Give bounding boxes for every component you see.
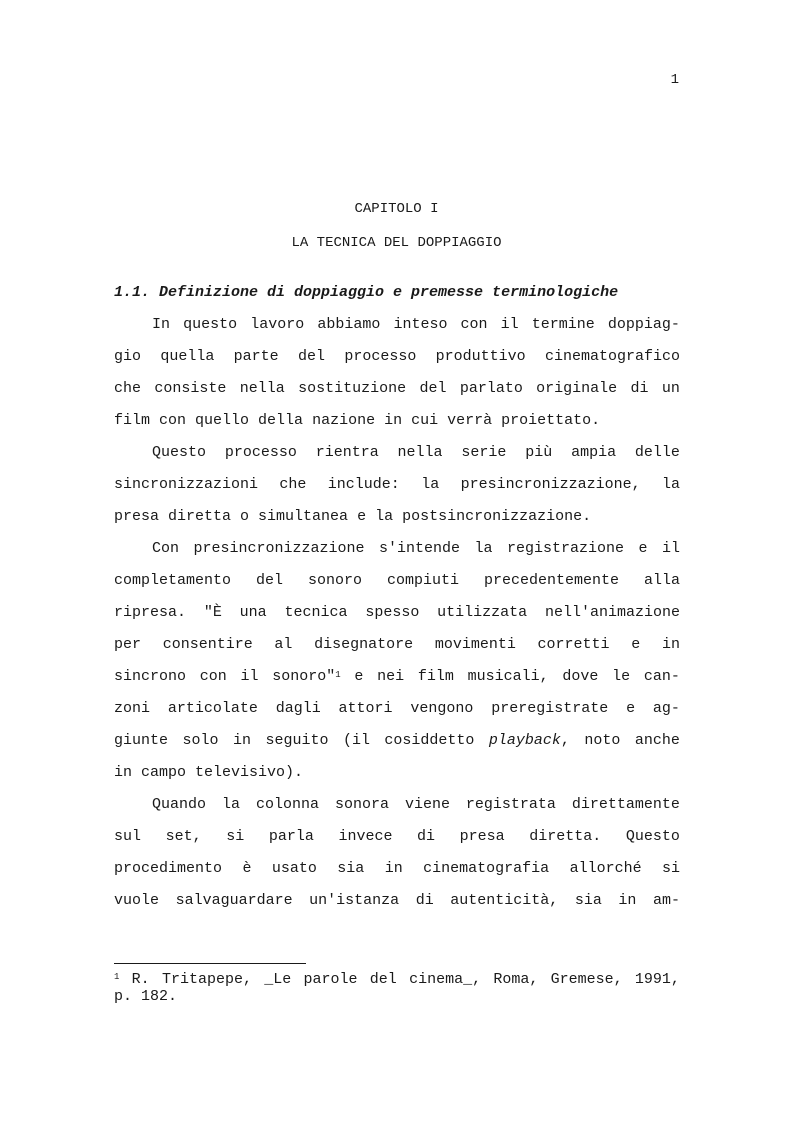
word: di [415, 892, 434, 909]
word: nell'animazione [544, 604, 680, 621]
word: originale [536, 380, 618, 397]
word: in [661, 636, 680, 653]
word: e [357, 508, 367, 525]
word: corretti [537, 636, 610, 653]
text-line [114, 604, 680, 622]
word: movimenti [434, 636, 516, 653]
word: alla [643, 572, 680, 589]
word: o [240, 508, 250, 525]
word: del [369, 971, 397, 988]
word: lavoro [250, 316, 305, 333]
word: can- [643, 668, 680, 685]
word: con [159, 412, 187, 429]
word: televisivo). [195, 764, 304, 781]
text-line [114, 412, 680, 430]
footnote-rule [114, 963, 306, 964]
text-line [152, 796, 680, 814]
word: campo [141, 764, 187, 781]
word: include: [327, 476, 400, 493]
footnote-line [114, 988, 680, 1005]
word: la [421, 476, 440, 493]
word: di [417, 828, 436, 845]
word: "È [203, 604, 222, 621]
word: delle [634, 444, 680, 461]
word: procedimento [114, 860, 223, 877]
word: spesso [365, 604, 420, 621]
word: film [114, 412, 151, 429]
chapter-title: LA TECNICA DEL DOPPIAGGIO [291, 235, 502, 251]
word: _Le [264, 971, 292, 988]
word: zoni [114, 700, 151, 717]
word: completamento [114, 572, 232, 589]
text-line [114, 380, 680, 398]
word: salvaguardare [175, 892, 293, 909]
word: R. [131, 971, 150, 988]
text-line [114, 828, 680, 846]
word: e [626, 700, 636, 717]
word: 1991, [634, 971, 680, 988]
word: viene [404, 796, 450, 813]
word: abbiamo [317, 316, 381, 333]
word: sonoro [307, 572, 362, 589]
word: am- [652, 892, 680, 909]
word: e [631, 636, 641, 653]
word: presincronizzazione [193, 540, 365, 557]
text-line [152, 316, 680, 334]
word: presa [459, 828, 505, 845]
word: Questo [625, 828, 680, 845]
word: cinematografia [423, 860, 550, 877]
word: nella [239, 380, 285, 397]
word: ampia [571, 444, 617, 461]
word: utilizzata [437, 604, 528, 621]
word: cosiddetto [384, 732, 475, 749]
text-line [114, 860, 680, 878]
text-line [114, 348, 680, 366]
word: la [474, 540, 493, 557]
word: con [199, 668, 227, 685]
text-line [114, 572, 680, 590]
word: vuole [114, 892, 160, 909]
word: che [279, 476, 307, 493]
word: s'intende [378, 540, 460, 557]
word: set, [165, 828, 202, 845]
word: una [239, 604, 267, 621]
word: un'istanza [309, 892, 400, 909]
word: nella [397, 444, 443, 461]
word: ag- [652, 700, 680, 717]
word: di [630, 380, 649, 397]
word: gio [114, 348, 142, 365]
word: anche [634, 732, 680, 749]
word: allorché [569, 860, 642, 877]
word: nei [377, 668, 405, 685]
word: al [274, 636, 293, 653]
text-line [114, 476, 680, 494]
word: consentire [162, 636, 253, 653]
word: consiste [154, 380, 227, 397]
word: processo [344, 348, 417, 365]
word: della [258, 412, 304, 429]
word: registrazione [506, 540, 624, 557]
word: In [152, 316, 171, 333]
word: questo [183, 316, 238, 333]
word: usato [271, 860, 317, 877]
word: rientra [315, 444, 379, 461]
text-line [114, 668, 680, 686]
text-line [152, 540, 680, 558]
word: tecnica [284, 604, 348, 621]
word: 182. [141, 988, 178, 1005]
section-heading: 1.1. Definizione di doppiaggio e premesse terminologiche [114, 284, 619, 301]
word: la [661, 476, 680, 493]
word: parlato [459, 380, 523, 397]
word: sonora [334, 796, 389, 813]
word: precedentemente [483, 572, 619, 589]
word: p. [114, 988, 133, 1005]
word: autenticità, [450, 892, 559, 909]
word: la [375, 508, 394, 525]
word: quello [195, 412, 250, 429]
word: sul [114, 828, 142, 845]
word: (il [342, 732, 370, 749]
word: Quando [152, 796, 207, 813]
text-line [152, 444, 680, 462]
word: in [384, 860, 403, 877]
word: la [221, 796, 240, 813]
word: diretta [168, 508, 232, 525]
word: attori [338, 700, 393, 717]
word: presa [114, 508, 160, 525]
word: il [240, 668, 259, 685]
word: parte [233, 348, 279, 365]
page-number: 1 [670, 72, 679, 88]
word: più [525, 444, 553, 461]
word: produttivo [435, 348, 526, 365]
word: musicali, [467, 668, 549, 685]
word: compiuti [386, 572, 459, 589]
text-line [114, 636, 680, 654]
word: film [417, 668, 454, 685]
word: sincrono [114, 668, 187, 685]
word: diretta. [529, 828, 602, 845]
word: playback, [488, 732, 570, 749]
word: sostituzione [298, 380, 407, 397]
word: in [114, 764, 133, 781]
word: giunte [114, 732, 169, 749]
word: parla [268, 828, 314, 845]
word: che [114, 380, 142, 397]
chapter-label: CAPITOLO I [354, 201, 439, 217]
word: dove [562, 668, 599, 685]
word: preregistrate [491, 700, 609, 717]
word: Con [152, 540, 180, 557]
word: quella [160, 348, 215, 365]
word: del [256, 572, 284, 589]
word: e [638, 540, 648, 557]
word: presincronizzazione, [460, 476, 641, 493]
word: proiettato. [501, 412, 601, 429]
word: ripresa. [114, 604, 187, 621]
text-line [114, 508, 680, 526]
word: Gremese, [550, 971, 623, 988]
word: invece [338, 828, 393, 845]
word: doppiag- [607, 316, 680, 333]
text-line [114, 764, 680, 782]
word: seguito [265, 732, 329, 749]
footnote-line [114, 971, 680, 988]
word: Tritapepe, [161, 971, 252, 988]
word: cinematografico [544, 348, 680, 365]
word: il [500, 316, 519, 333]
word: processo [224, 444, 297, 461]
word: solo [182, 732, 219, 749]
word: per [114, 636, 142, 653]
word: simultanea [258, 508, 349, 525]
text-line [114, 892, 680, 910]
word: colonna [255, 796, 319, 813]
word: è [242, 860, 252, 877]
word: noto [584, 732, 621, 749]
word: in [232, 732, 251, 749]
word: cinema_, [409, 971, 482, 988]
text-line [114, 732, 680, 750]
word: le [612, 668, 631, 685]
word: si [661, 860, 680, 877]
word: termine [531, 316, 595, 333]
word: un [661, 380, 680, 397]
word: postsincronizzazione. [402, 508, 592, 525]
word: inteso [393, 316, 448, 333]
word: registrata [465, 796, 556, 813]
word: in [384, 412, 403, 429]
word: Roma, [493, 971, 539, 988]
word: in [618, 892, 637, 909]
word: vengono [410, 700, 474, 717]
word: sia [337, 860, 365, 877]
text-line [114, 700, 680, 718]
word: sonoro"$^1$ [272, 668, 341, 685]
word: si [226, 828, 245, 845]
word: articolate [167, 700, 258, 717]
word: disegnatore [314, 636, 414, 653]
word: sincronizzazioni [114, 476, 259, 493]
word: serie [461, 444, 507, 461]
word: e [354, 668, 364, 685]
word: del [419, 380, 447, 397]
word: Questo [152, 444, 207, 461]
word: del [297, 348, 325, 365]
word: nazione [312, 412, 376, 429]
word: con [460, 316, 488, 333]
word: cui [411, 412, 439, 429]
word: sia [574, 892, 602, 909]
word: parole [303, 971, 358, 988]
word: 1 [114, 972, 120, 982]
word: direttamente [571, 796, 680, 813]
word: il [661, 540, 680, 557]
word: verrà [447, 412, 493, 429]
word: dagli [275, 700, 321, 717]
